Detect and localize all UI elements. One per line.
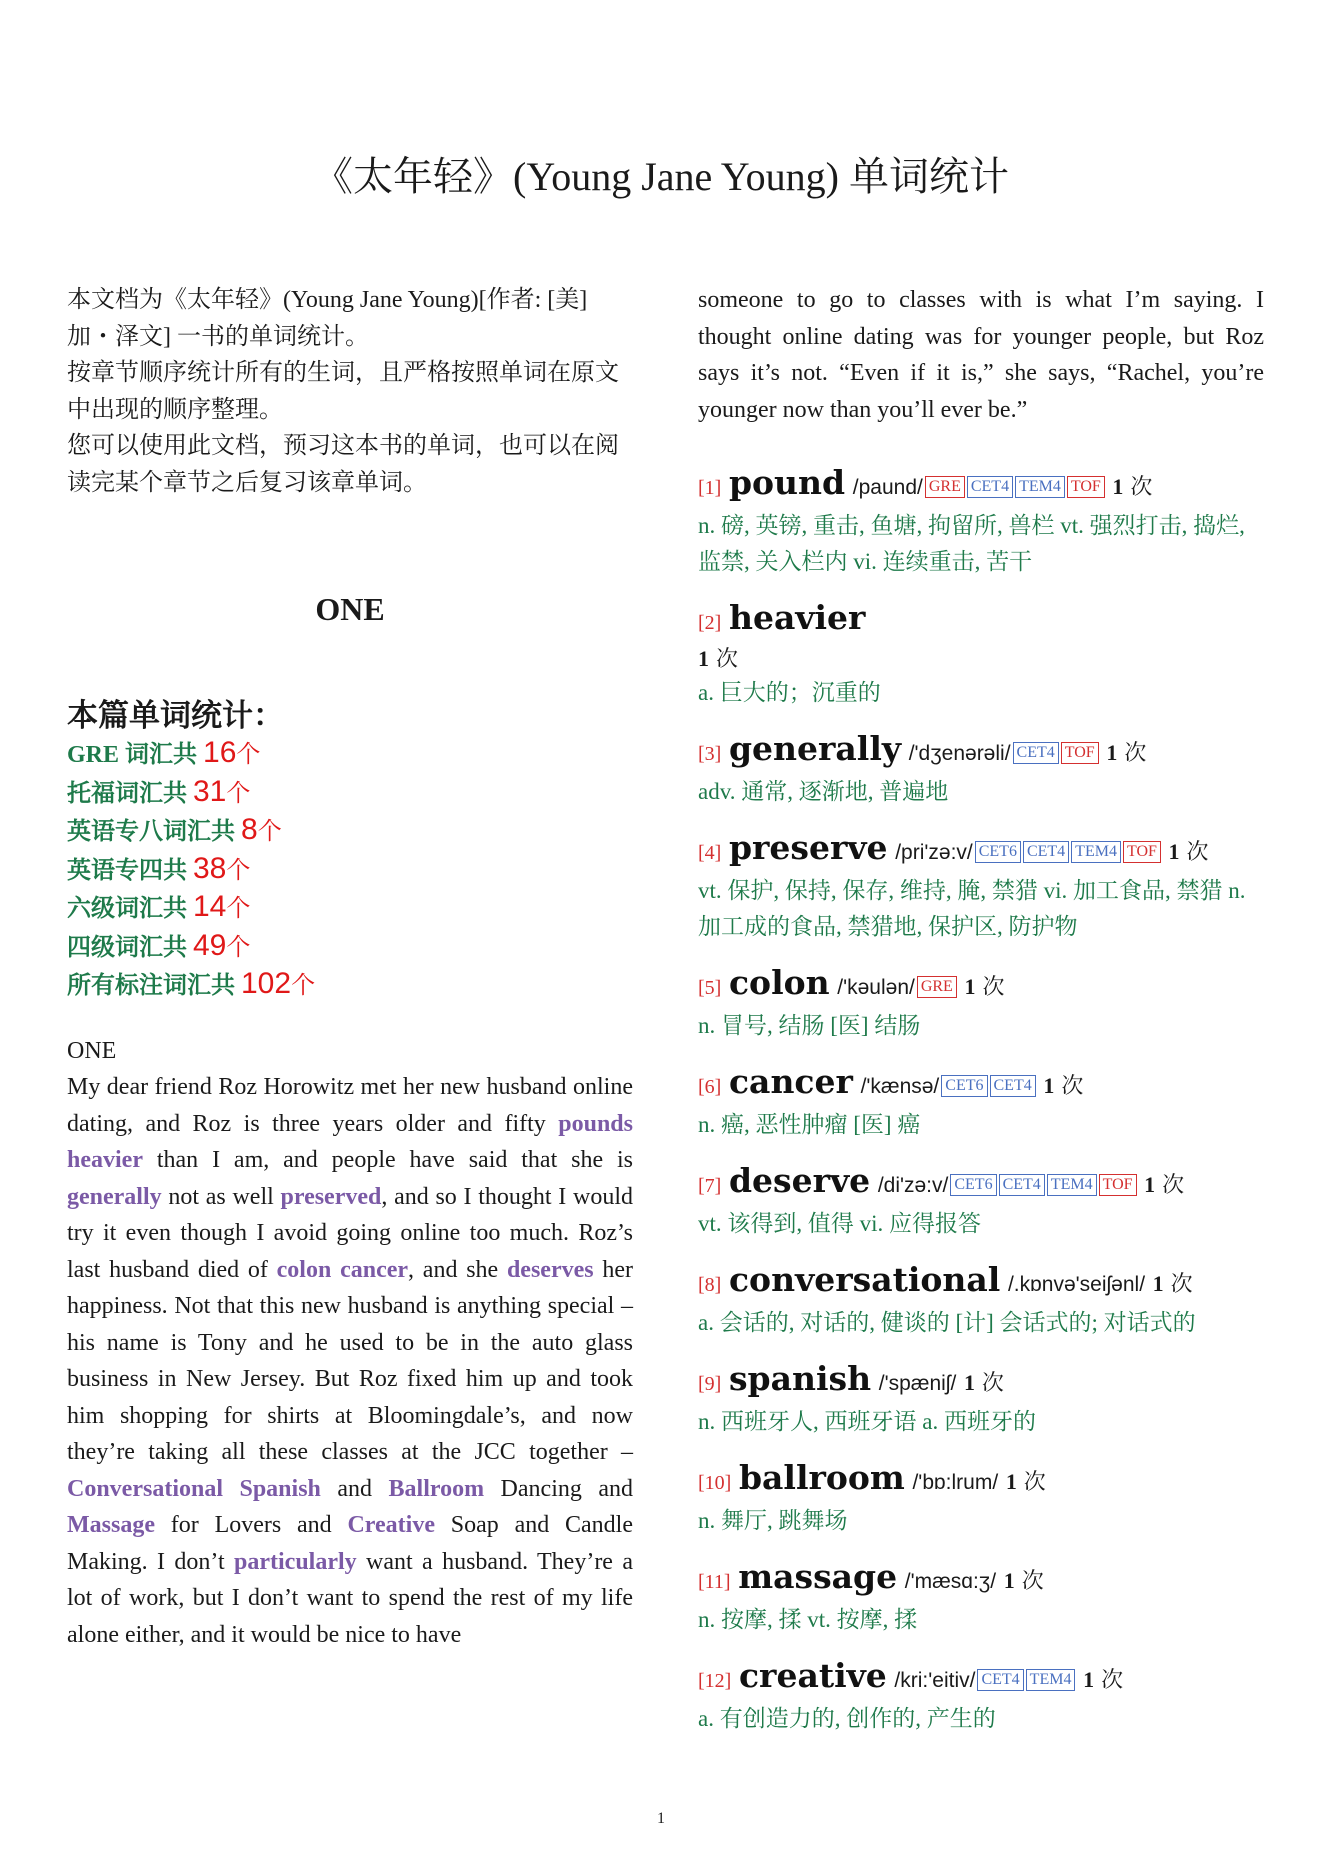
vocab-index: [1]: [698, 477, 722, 499]
vocab-entry: [698, 1260, 1264, 1341]
stat-row: [67, 889, 633, 928]
vocab-count: [1043, 1074, 1083, 1099]
vocab-tag: TOF: [1067, 476, 1105, 498]
highlighted-word: Ballroom: [388, 1475, 485, 1502]
vocab-phonetic: /pri'zə:v/: [895, 841, 973, 864]
chapter-label: ONE: [67, 1037, 117, 1064]
vocab-tag: CET4: [967, 476, 1013, 498]
vocab-head: [698, 963, 1264, 1008]
stat-row: [67, 812, 633, 851]
vocab-phonetic: /'bɒ:lrum/: [912, 1471, 999, 1494]
vocab-count: [1004, 1569, 1044, 1594]
vocab-definition: vt. 该得到, 值得 vi. 应得报答: [698, 1211, 982, 1236]
vocab-head: [698, 1359, 1264, 1404]
vocab-definition: n. 冒号, 结肠 [医] 结肠: [698, 1013, 921, 1038]
vocab-count-number: 1: [698, 646, 709, 671]
vocab-count-number: 1: [1144, 1172, 1156, 1197]
vocab-tag: CET6: [941, 1075, 987, 1097]
vocab-word: heavier: [728, 598, 866, 637]
stat-unit: 个: [291, 973, 316, 999]
left-column: [67, 282, 633, 1653]
vocab-count-number: 1: [1003, 1568, 1015, 1593]
vocab-index: [4]: [698, 842, 722, 864]
vocab-count: [1112, 475, 1152, 500]
vocab-entry: [698, 1161, 1264, 1242]
vocab-word: cancer: [728, 1062, 853, 1101]
chapter-heading: ONE: [315, 591, 385, 627]
vocab-count-unit: 次: [975, 975, 1005, 1000]
vocab-count: [698, 647, 738, 672]
vocab-tag: CET6: [950, 1174, 996, 1196]
vocab-entry: [698, 1062, 1264, 1143]
highlighted-word: pounds: [558, 1110, 633, 1137]
vocab-count-unit: 次: [1117, 741, 1147, 766]
vocab-count-unit: 次: [1179, 840, 1209, 865]
vocab-word: colon: [728, 963, 830, 1002]
vocab-word: preserve: [728, 828, 888, 867]
vocab-count: [1153, 1272, 1193, 1297]
vocab-count-number: 1: [1106, 740, 1118, 765]
highlighted-word: preserved: [280, 1183, 382, 1210]
vocab-definition: n. 西班牙人, 西班牙语 a. 西班牙的: [698, 1409, 1036, 1434]
vocab-count-unit: 次: [1054, 1074, 1084, 1099]
vocab-tag: GRE: [917, 976, 957, 998]
vocab-count-unit: 次: [1094, 1668, 1124, 1693]
vocab-entry: [698, 1458, 1264, 1539]
vocab-index: [5]: [698, 977, 722, 999]
vocab-count-unit: 次: [1155, 1173, 1185, 1198]
stats-list: [67, 735, 633, 1005]
vocab-count-line: [698, 643, 1264, 675]
highlighted-word: Conversational: [67, 1475, 223, 1502]
stat-row: [67, 774, 633, 813]
vocab-head: [698, 1161, 1264, 1206]
vocab-definition: n. 舞厅, 跳舞场: [698, 1508, 848, 1533]
vocab-head: [698, 463, 1264, 508]
vocab-head: [698, 1458, 1264, 1503]
highlighted-word: particularly: [234, 1548, 357, 1575]
vocab-head: [698, 598, 1264, 643]
vocab-entry: [698, 828, 1264, 945]
vocab-index: [8]: [698, 1274, 722, 1296]
intro: [67, 282, 633, 501]
vocab-count-unit: 次: [1163, 1272, 1193, 1297]
vocab-head: [698, 729, 1264, 774]
intro-line: 您可以使用此文档，预习这本书的单词，也可以在阅读完某个章节之后复习该章单词。: [67, 433, 619, 496]
vocab-head: [698, 1656, 1264, 1701]
vocab-count: [964, 1371, 1004, 1396]
right-column: [698, 282, 1264, 1737]
chapter-paragraph: My dear friend Roz Horowitz met her new husband online dating, and Roz is three years older and fifty pounds heavier than I am, and people have said that she is generally not as well preserved, and so I thought I would try it even though I avoid going online too much. Roz’s last husband died of colon cancer, and she deserves her happiness. Not that this new husband is anything special –his name is Tony and he used to be in the auto glass business in New Jersey. But Roz fixed him up and took him shopping for shirts at Bloomingdale’s, and now they’re taking all these classes at the JCC together – Conversational Spanish and Ballroom Dancing and Massage for Lovers and Creative Soap and Candle Making. I don’t particularly want a husband. They’re a lot of work, but I don’t want to spend the rest of my life alone either, and it would be nice to have: [67, 1074, 633, 1648]
vocab-phonetic: /paund/: [852, 476, 923, 499]
vocab-index: [7]: [698, 1175, 722, 1197]
stat-label: GRE 词汇共: [67, 742, 204, 768]
vocab-index: [9]: [698, 1373, 722, 1395]
vocab-word: conversational: [728, 1260, 1001, 1299]
stat-row: [67, 966, 633, 1005]
vocab-phonetic: /'mæsɑ:ʒ/: [904, 1570, 997, 1593]
vocab-definition: n. 磅, 英镑, 重击, 鱼塘, 拘留所, 兽栏 vt. 强烈打击, 捣烂, 监禁, 关入栏内 vi. 连续重击, 苦干: [698, 513, 1245, 574]
vocab-entry: [698, 729, 1264, 810]
vocab-index: [11]: [698, 1571, 731, 1593]
vocab-word: pound: [728, 463, 846, 502]
stat-label: 英语专四共: [67, 857, 193, 884]
vocab-definition: n. 按摩, 揉 vt. 按摩, 揉: [698, 1607, 918, 1632]
vocab-count-number: 1: [1005, 1469, 1017, 1494]
chapter-continuation: someone to go to classes with is what I’m saying. I thought online dating was for younger people, but Roz says it’s not. “Even if it is,” she says, “Rachel, you’re younger now than you’ll ever be.”: [698, 287, 1264, 423]
vocab-count-number: 1: [963, 1370, 975, 1395]
vocab-count-unit: 次: [1123, 475, 1153, 500]
vocab-phonetic: /'kəulən/: [837, 976, 915, 999]
stat-label: 托福词汇共: [67, 780, 193, 807]
stat-unit: 个: [226, 896, 251, 922]
vocab-entry: [698, 1656, 1264, 1737]
vocab-count: [1006, 1470, 1046, 1495]
stat-label: 英语专八词汇共: [67, 819, 241, 845]
vocab-count-unit: 次: [709, 647, 738, 672]
vocab-count: [1083, 1668, 1123, 1693]
vocab-count-number: 1: [1152, 1271, 1164, 1296]
vocab-count-number: 1: [964, 974, 976, 999]
stat-unit: 个: [236, 742, 261, 768]
stat-label: 所有标注词汇共: [67, 973, 241, 999]
stat-row: [67, 851, 633, 890]
vocab-count: [1169, 840, 1209, 865]
vocab-count-number: 1: [1043, 1073, 1055, 1098]
stat-label: 六级词汇共: [67, 896, 193, 922]
highlighted-word: generally: [67, 1183, 162, 1210]
vocab-index: [12]: [698, 1670, 732, 1692]
vocab-phonetic: /'kænsə/: [860, 1075, 940, 1098]
highlighted-word: heavier: [67, 1147, 143, 1173]
vocab-definition: a. 巨大的；沉重的: [698, 680, 881, 705]
vocab-word: deserve: [728, 1161, 871, 1200]
highlighted-word: cancer: [340, 1256, 409, 1283]
vocab-definition: a. 会话的, 对话的, 健谈的 [计] 会话式的; 对话式的: [698, 1310, 1196, 1335]
stat-label: 四级词汇共: [67, 934, 193, 961]
vocab-tag: CET4: [999, 1174, 1045, 1196]
vocab-tag: TOF: [1061, 742, 1099, 764]
vocab-phonetic: /'dʒenərəli/: [908, 742, 1011, 765]
vocab-tag: GRE: [925, 476, 965, 498]
vocab-count-number: 1: [1168, 839, 1180, 864]
vocab-definition: vt. 保护, 保持, 保存, 维持, 腌, 禁猎 vi. 加工食品, 禁猎 n. 加工成的食品, 禁猎地, 保护区, 防护物: [698, 878, 1246, 939]
highlighted-word: colon: [276, 1256, 332, 1283]
vocab-tag: TOF: [1123, 841, 1161, 863]
vocab-tag: CET4: [977, 1669, 1023, 1691]
vocab-definition: a. 有创造力的, 创作的, 产生的: [698, 1706, 996, 1731]
vocab-tag: TEM4: [1015, 476, 1065, 498]
highlighted-word: deserves: [506, 1256, 594, 1283]
vocab-count-unit: 次: [1016, 1470, 1046, 1495]
vocab-phonetic: /kri:'eitiv/: [894, 1669, 976, 1692]
vocab-count: [1144, 1173, 1184, 1198]
vocab-count: [964, 975, 1004, 1000]
vocab-head: [698, 1062, 1264, 1107]
vocab-definition: n. 癌, 恶性肿瘤 [医] 癌: [698, 1112, 921, 1137]
chapter-text: [67, 1033, 633, 1654]
vocab-index: [6]: [698, 1076, 722, 1098]
vocab-entry: [698, 1359, 1264, 1440]
vocab-list: [698, 463, 1264, 1737]
intro-line: 本文档为《太年轻》(Young Jane Young)[作者: [美] 加・泽文] 一书的单词统计。: [67, 287, 588, 350]
vocab-entry: [698, 1557, 1264, 1638]
vocab-count-number: 1: [1112, 474, 1124, 499]
vocab-word: generally: [728, 729, 902, 768]
vocab-phonetic: /di'zə:v/: [877, 1174, 949, 1197]
vocab-tag: CET4: [990, 1075, 1036, 1097]
vocab-entry: [698, 463, 1264, 580]
vocab-head: [698, 1557, 1264, 1602]
stat-row: [67, 928, 633, 967]
stat-unit: 个: [257, 819, 282, 845]
stat-count: 16: [203, 736, 237, 769]
vocab-tag: TEM4: [1047, 1174, 1097, 1196]
vocab-entry: [698, 963, 1264, 1044]
vocab-phonetic: /'spæniʃ/: [878, 1372, 957, 1395]
vocab-word: ballroom: [738, 1458, 905, 1497]
stat-count: 31: [193, 774, 227, 808]
vocab-entry: [698, 598, 1264, 711]
vocab-tag: TOF: [1099, 1174, 1137, 1196]
stat-count: 8: [241, 813, 258, 846]
highlighted-word: Massage: [67, 1512, 155, 1538]
vocab-head: [698, 1260, 1264, 1305]
stat-count: 49: [193, 928, 227, 962]
vocab-count-unit: 次: [1014, 1569, 1044, 1594]
vocab-index: [10]: [698, 1472, 732, 1494]
vocab-word: spanish: [728, 1359, 872, 1398]
vocab-word: massage: [738, 1557, 898, 1596]
vocab-definition: adv. 通常, 逐渐地, 普遍地: [698, 779, 949, 804]
vocab-tag: CET6: [975, 841, 1021, 863]
vocab-phonetic: /.kɒnvə'seiʃənl/: [1007, 1273, 1146, 1296]
stat-row: [67, 735, 633, 774]
stat-count: 14: [193, 890, 227, 923]
highlighted-word: Spanish: [239, 1475, 321, 1502]
page-number: 1: [657, 1810, 665, 1827]
vocab-count: [1106, 741, 1146, 766]
stat-unit: 个: [226, 857, 251, 884]
stat-unit: 个: [226, 780, 251, 807]
vocab-index: [2]: [698, 612, 722, 634]
intro-line: 按章节顺序统计所有的生词，且严格按照单词在原文中出现的顺序整理。: [67, 360, 619, 423]
stat-count: 38: [193, 851, 227, 885]
stat-unit: 个: [226, 934, 251, 961]
vocab-count-unit: 次: [974, 1371, 1004, 1396]
vocab-tag: TEM4: [1071, 841, 1121, 863]
vocab-word: creative: [738, 1656, 887, 1695]
highlighted-word: Creative: [347, 1512, 435, 1538]
vocab-count-number: 1: [1083, 1667, 1095, 1692]
vocab-tag: CET4: [1023, 841, 1069, 863]
vocab-tag: CET4: [1013, 742, 1059, 764]
document-title: 《太年轻》(Young Jane Young) 单词统计: [313, 154, 1009, 199]
stat-count: 102: [241, 967, 292, 1000]
vocab-head: [698, 828, 1264, 873]
vocab-index: [3]: [698, 743, 722, 765]
stats-heading: 本篇单词统计：: [67, 698, 284, 733]
vocab-tag: TEM4: [1026, 1669, 1076, 1691]
